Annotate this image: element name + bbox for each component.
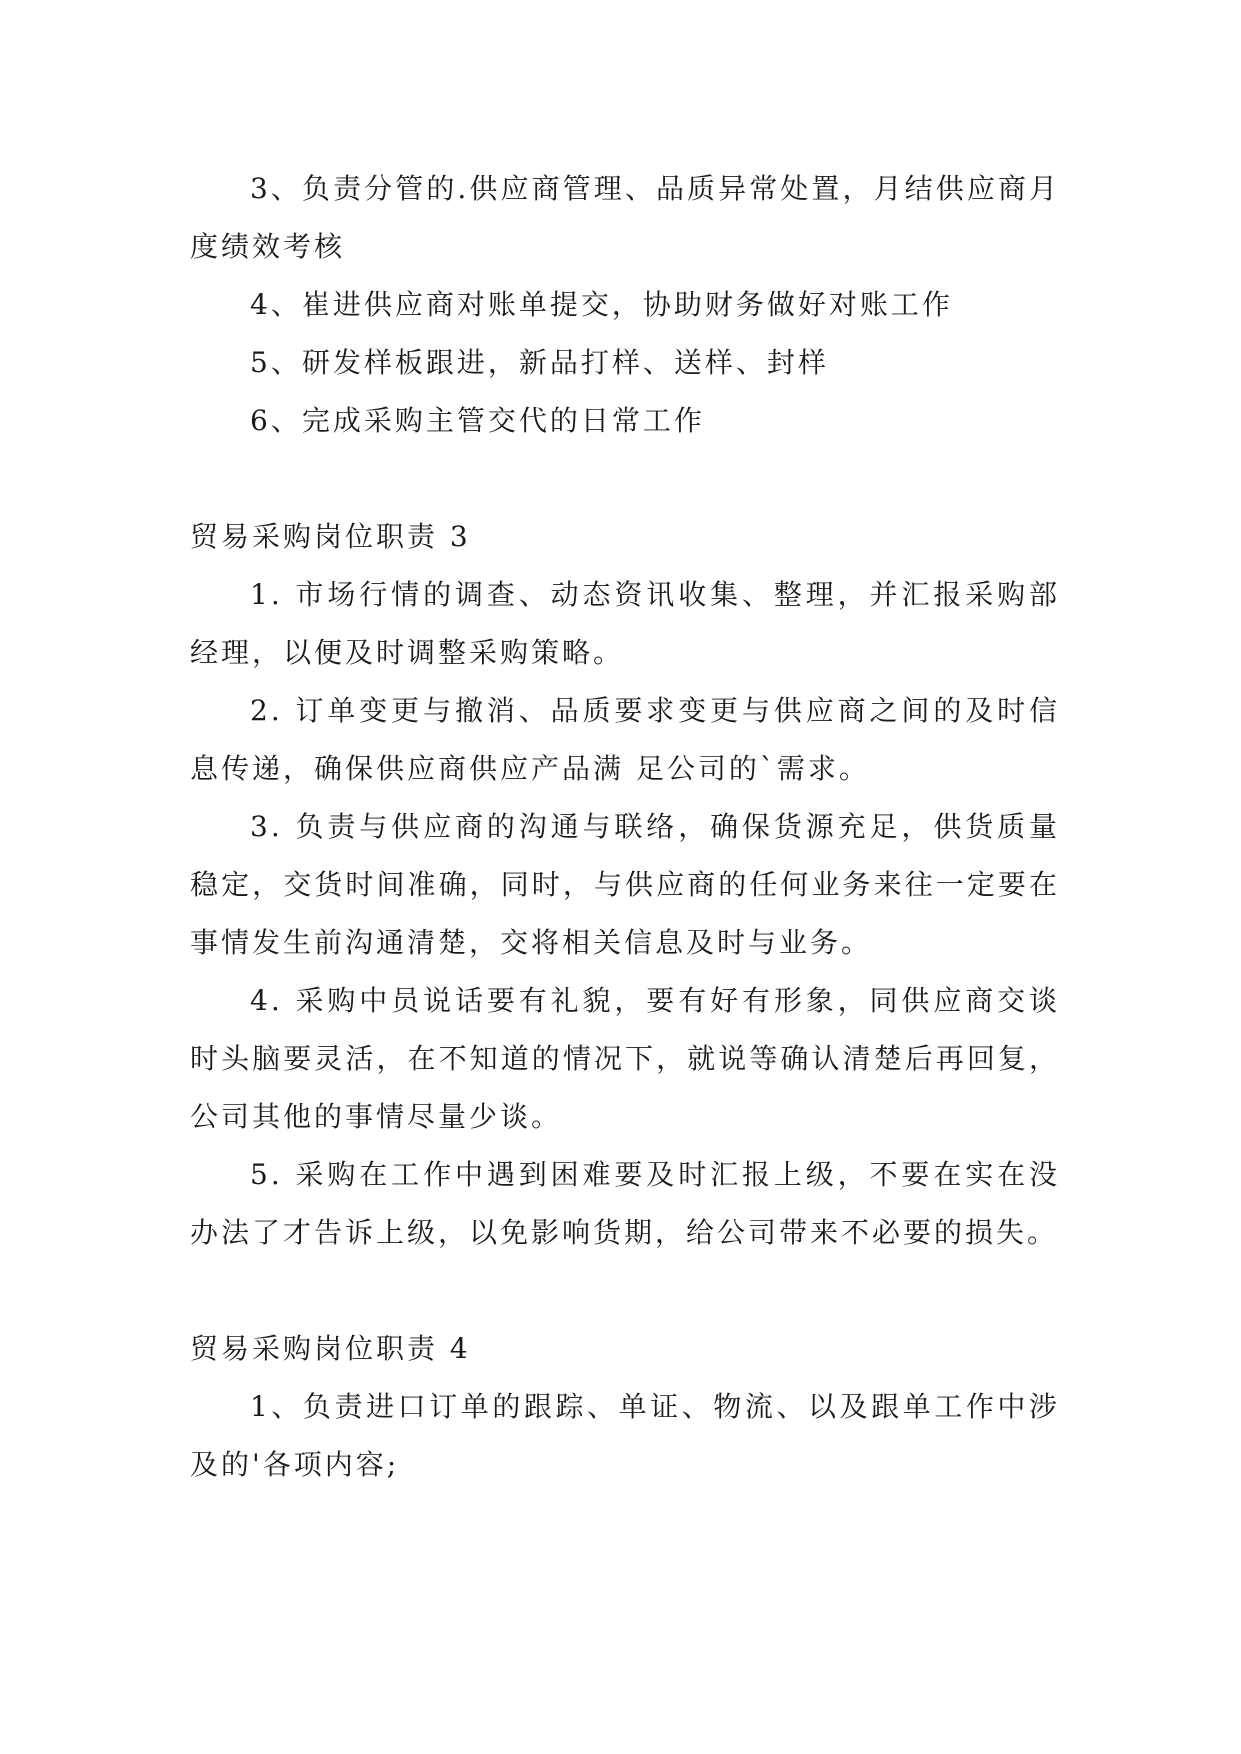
section-gap [190, 450, 1060, 508]
section-heading: 贸易采购岗位职责 3 [190, 520, 471, 553]
paragraph: 1、负责进口订单的跟踪、单证、物流、以及跟单工作中涉及的'各项内容; [190, 1390, 1060, 1481]
paragraph: 5. 采购在工作中遇到困难要及时汇报上级，不要在实在没办法了才告诉上级，以免影响货期，给公司带来不必要的损失。 [190, 1158, 1060, 1249]
section-heading: 贸易采购岗位职责 4 [190, 1332, 471, 1365]
paragraph: 6、完成采购主管交代的日常工作 [250, 404, 705, 437]
paragraph: 3. 负责与供应商的沟通与联络，确保货源充足，供货质量稳定，交货时间准确，同时，与供应商的任何业务来往一定要在事情发生前沟通清楚，交将相关信息及时与业务。 [190, 810, 1060, 959]
section-gap [190, 1262, 1060, 1320]
document-body [190, 160, 1060, 1494]
paragraph: 2. 订单变更与撤消、品质要求变更与供应商之间的及时信息传递，确保供应商供应产品满 足公司的`需求。 [190, 694, 1060, 785]
paragraph: 3、负责分管的.供应商管理、品质异常处置，月结供应商月度绩效考核 [190, 172, 1060, 263]
paragraph: 4、崔进供应商对账单提交，协助财务做好对账工作 [250, 288, 953, 321]
paragraph: 1. 市场行情的调查、动态资讯收集、整理，并汇报采购部经理，以便及时调整采购策略。 [190, 578, 1060, 669]
paragraph: 5、研发样板跟进，新品打样、送样、封样 [250, 346, 829, 379]
paragraph: 4. 采购中员说话要有礼貌，要有好有形象，同供应商交谈时头脑要灵活，在不知道的情况下，就说等确认清楚后再回复，公司其他的事情尽量少谈。 [190, 984, 1060, 1133]
